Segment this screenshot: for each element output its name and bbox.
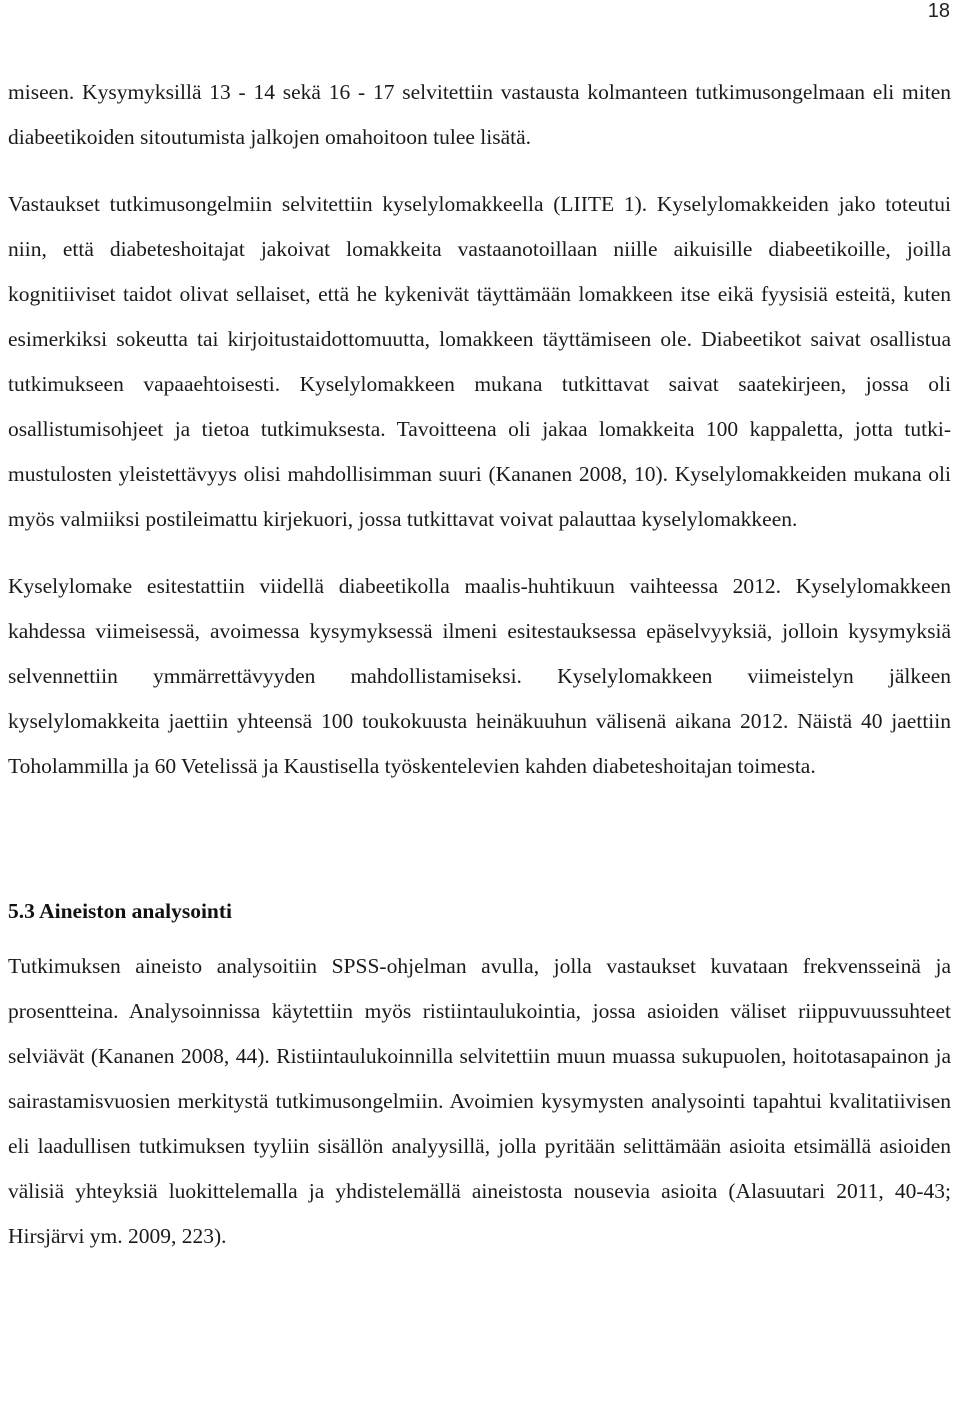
- page-number: 18: [927, 0, 950, 22]
- paragraph-research-question-3: miseen. Kysymyksillä 13 - 14 sekä 16 - 17 selvitettiin vastausta kolmanteen tutkimusongelmaan eli miten diabeetikoiden sitoutumista jalkojen omahoitoon tulee lisätä.: [8, 80, 951, 149]
- document-body: [8, 70, 951, 1259]
- section-heading: 5.3 Aineiston analysointi: [8, 899, 233, 923]
- paragraph-questionnaire-distribution: Vastaukset tutkimusongelmiin selvitettiin kyselylomakkeella (LIITE 1). Kyselylomakkeiden jako toteutui niin, että diabeteshoitajat jakoivat lomakkeita vastaanotoillaan niille aikuisille diabeetikoille, joilla kognitiiviset taidot olivat sellaiset, että he kykenivät täyttämään lomakkeen itse eikä fyysisiä esteitä, kuten esimerkiksi sokeutta tai kirjoitustaidottomuutta, lomakkeen täyttämiseen ole. Diabeetikot saivat osallistua tutkimukseen vapaaehtoisesti. Kyselylomakkeen mukana tutkittavat saivat saatekirjeen, jossa oli osallistumisohjeet ja tietoa tutkimuksesta. Tavoitteena oli jakaa lomakkeita 100 kappaletta, jotta tutkimustulosten yleistettävyys olisi mahdollisimman suuri (Kananen 2008, 10). Kyselylomakkeiden mukana oli myös valmiiksi postileimattu kirjekuori, jossa tutkittavat voivat palauttaa kyselylomakkeen.: [8, 192, 951, 531]
- paragraph-pretesting: Kyselylomake esitestattiin viidellä diabeetikolla maalis-huhtikuun vaihteessa 2012. Kyselylomakkeen kahdessa viimeisessä, avoimessa kysymyksessä ilmeni esitestauksessa epäselvyyksiä, jolloin kysymyksiä selvennettiin ymmärrettävyyden mahdollistamiseksi. Kyselylomakkeen viimeistelyn jälkeen kyselylomakkeita jaettiin yhteensä 100 toukokuusta heinäkuuhun välisenä aikana 2012. Näistä 40 jaettiin Toholammilla ja 60 Vetelissä ja Kaustisella työskentelevien kahden diabeteshoitajan toimesta.: [8, 574, 951, 778]
- paragraph-analysis: Tutkimuksen aineisto analysoitiin SPSS-ohjelman avulla, jolla vastaukset kuvataan frekvensseinä ja prosentteina. Analysoinnissa käytettiin myös ristiintaulukointia, jossa asioiden väliset riippuvuussuhteet selviävät (Kananen 2008, 44). Ristiintaulukoinnilla selvitettiin muun muassa sukupuolen, hoitotasapainon ja sairastamisvuosien merkitystä tutkimusongelmiin. Avoimien kysymysten analysointi tapahtui kvalitatiivisen eli laadullisen tutkimuksen tyyliin sisällön analyysillä, jolla pyritään selittämään asioita etsimällä asioiden välisiä yhteyksiä luokittelemalla ja yhdistelemällä aineistosta nousevia asioita (Alasuutari 2011, 40-43; Hirsjärvi ym. 2009, 223).: [8, 954, 951, 1248]
